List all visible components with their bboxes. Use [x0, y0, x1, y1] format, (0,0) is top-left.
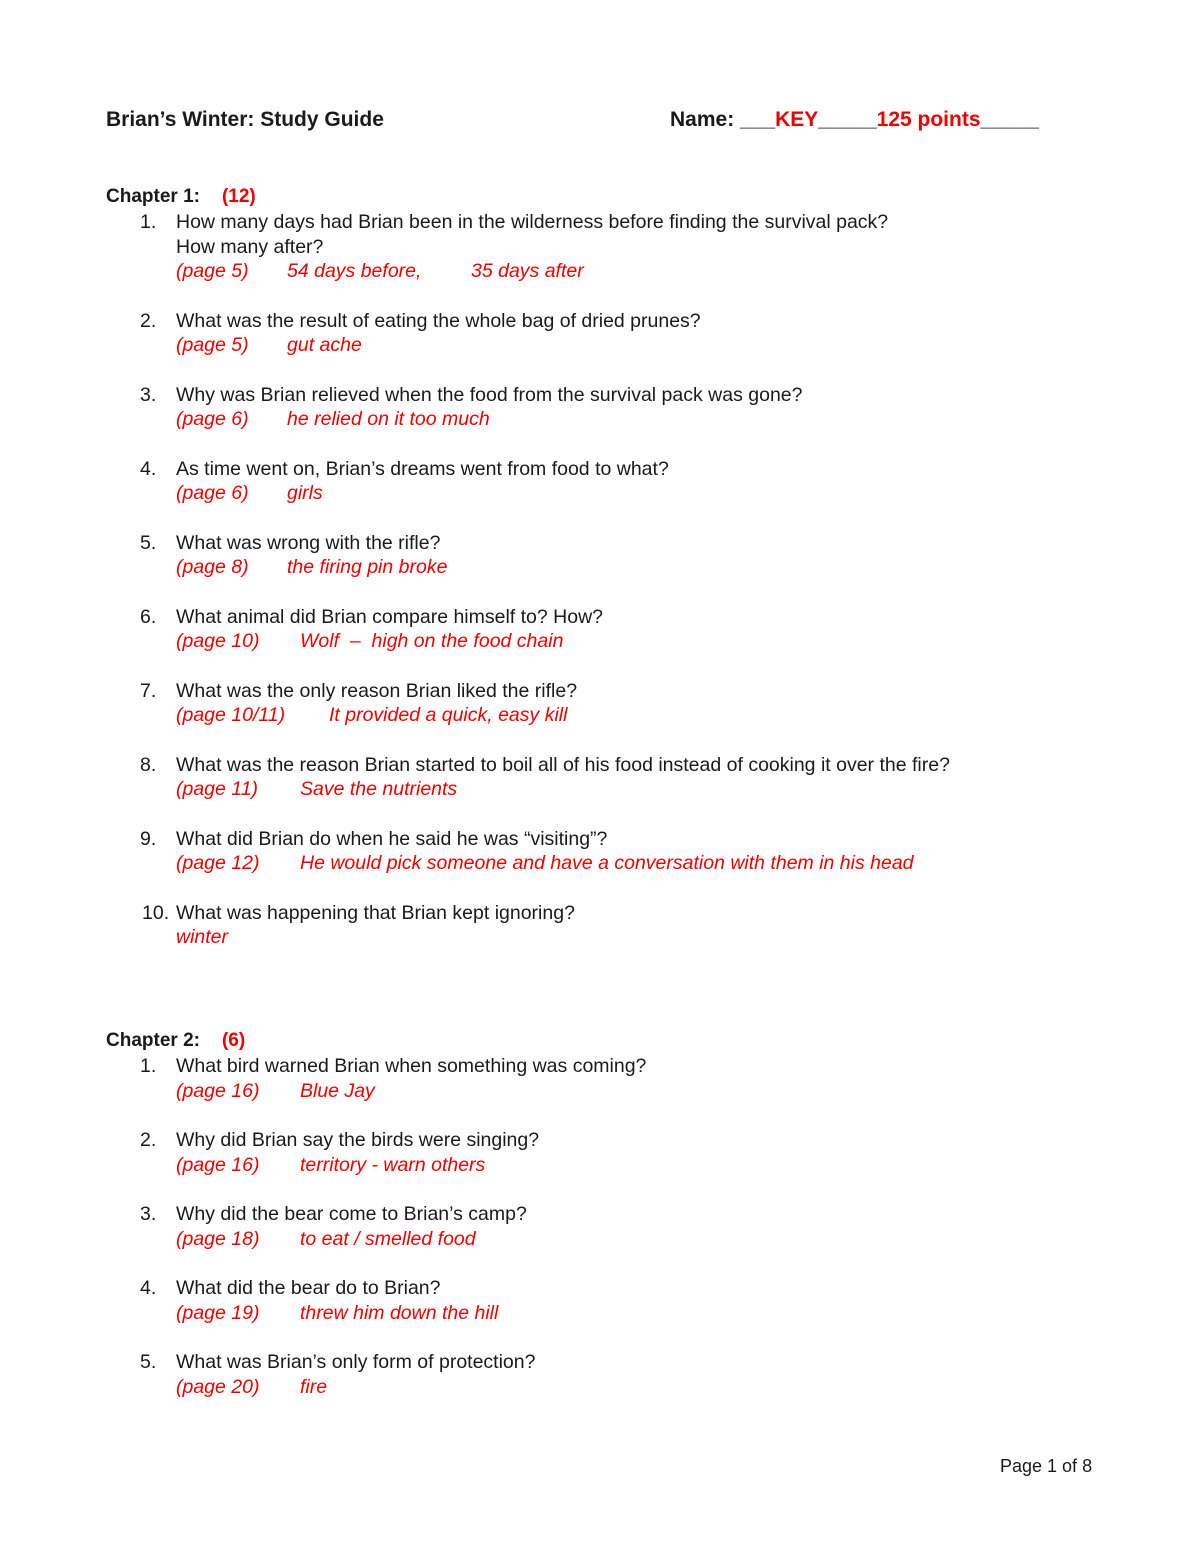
question-item: [106, 827, 1106, 876]
page-number: Page 1 of 8: [1000, 1456, 1093, 1476]
question-text: How many days had Brian been in the wilderness before finding the survival pack?: [176, 211, 889, 233]
question-number: 3.: [140, 1203, 157, 1225]
page-reference: (page 10/11): [176, 704, 286, 726]
question-item: [106, 531, 1106, 580]
answer-line: [176, 1079, 1106, 1104]
answer-line: [176, 407, 1106, 432]
question-number: 3.: [140, 383, 157, 406]
question-text: What was happening that Brian kept ignoring?: [176, 901, 575, 924]
answer-text: he relied on it too much: [287, 408, 490, 430]
chapter-label: Chapter 1:: [106, 186, 200, 207]
question-text: Why did the bear come to Brian’s camp?: [176, 1203, 527, 1225]
page-reference: (page 20): [176, 1375, 260, 1398]
page-reference: (page 16): [176, 1079, 260, 1102]
question-number: 8.: [140, 753, 157, 776]
chapter-heading: [106, 1028, 1106, 1054]
answer-line: [176, 481, 1106, 506]
question-text-continued: How many after?: [176, 235, 324, 258]
page-reference: (page 8): [176, 556, 249, 578]
question-number: 9.: [140, 827, 157, 850]
answer-text: It provided a quick, easy kill: [329, 704, 568, 726]
answer-text: fire: [300, 1375, 328, 1398]
page-reference: (page 19): [176, 1301, 260, 1324]
answer-text: the firing pin broke: [287, 556, 448, 578]
question-text: What animal did Brian compare himself to? How?: [176, 605, 604, 628]
page-reference: (page 5): [176, 260, 249, 282]
chapter-1-section: [106, 184, 1106, 950]
chapter-points: (12): [221, 186, 256, 207]
answer-text: girls: [287, 482, 323, 504]
question-text: What was the result of eating the whole bag of dried prunes?: [176, 309, 701, 332]
question-number: 2.: [140, 1129, 157, 1151]
answer-text: Blue Jay: [300, 1079, 375, 1102]
question-number: 1.: [140, 1055, 157, 1077]
answer-line: [176, 333, 1106, 358]
question-text: What did the bear do to Brian?: [176, 1277, 441, 1299]
answer-text: winter: [176, 926, 229, 948]
page-reference: (page 6): [176, 482, 249, 504]
page-reference: (page 10): [176, 630, 260, 652]
document-header: [0, 108, 1200, 138]
question-number: 5.: [140, 531, 157, 554]
question-number: 1.: [140, 211, 157, 233]
page-reference: (page 16): [176, 1153, 260, 1176]
question-item: [106, 605, 1106, 654]
answer-text: to eat / smelled food: [300, 1227, 476, 1250]
question-number: 4.: [140, 457, 157, 480]
question-number: 10.: [142, 901, 170, 924]
page-title: Brian’s Winter: Study Guide: [106, 108, 384, 131]
answer-line: [176, 1227, 1106, 1252]
question-text: What did Brian do when he said he was “visiting”?: [176, 827, 608, 850]
answer-line: [176, 259, 1106, 284]
answer-text: He would pick someone and have a conversation with them in his head: [300, 852, 914, 874]
question-text: As time went on, Brian’s dreams went from food to what?: [176, 457, 669, 480]
page-reference: (page 18): [176, 1227, 260, 1250]
question-item: [106, 383, 1106, 432]
name-field: [670, 108, 1039, 132]
question-item: [106, 1128, 1106, 1177]
question-item: [106, 457, 1106, 506]
answer-text: territory - warn others: [300, 1153, 486, 1176]
question-number: 6.: [140, 605, 157, 628]
question-text: What bird warned Brian when something was coming?: [176, 1055, 647, 1077]
question-item: [106, 210, 1106, 284]
key-label: KEY: [775, 108, 819, 131]
chapter-heading: [106, 184, 1106, 210]
answer-text: gut ache: [287, 334, 362, 356]
page-reference: (page 11): [176, 778, 259, 800]
page-reference: (page 5): [176, 334, 249, 356]
question-number: 4.: [140, 1277, 157, 1299]
name-separator: _____: [818, 108, 877, 131]
answer-line: [176, 1301, 1106, 1326]
question-item: [106, 679, 1106, 728]
answer-line: [176, 629, 1106, 654]
answer-line: [176, 555, 1106, 580]
total-points: 125 points: [876, 108, 981, 131]
question-item: [106, 1276, 1106, 1325]
answer-line: [176, 703, 1106, 728]
chapter-points: (6): [221, 1030, 246, 1051]
answer-text-secondary: 35 days after: [471, 260, 584, 282]
answer-line: [176, 925, 1106, 950]
question-item: [106, 753, 1106, 802]
question-item: [106, 901, 1106, 950]
question-text: What was the only reason Brian liked the rifle?: [176, 679, 578, 702]
answer-line: [176, 777, 1106, 802]
question-text: What was the reason Brian started to boil all of his food instead of cooking it over the fire?: [176, 753, 950, 776]
name-label: Name: ___: [670, 108, 776, 131]
answer-text: threw him down the hill: [300, 1301, 499, 1324]
chapter-2-section: [106, 1028, 1106, 1399]
question-item: [106, 1054, 1106, 1103]
answer-text: 54 days before,: [287, 260, 422, 282]
question-item: [106, 1350, 1106, 1399]
question-text: What was wrong with the rifle?: [176, 531, 441, 554]
question-item: [106, 309, 1106, 358]
answer-text: Save the nutrients: [300, 778, 458, 800]
question-text: What was Brian’s only form of protection?: [176, 1351, 536, 1373]
question-text: Why was Brian relieved when the food from the survival pack was gone?: [176, 383, 803, 406]
answer-text: Wolf – high on the food chain: [300, 630, 564, 652]
name-trail: _____: [980, 108, 1039, 131]
question-number: 7.: [140, 679, 157, 702]
question-number: 2.: [140, 309, 157, 332]
answer-line: [176, 851, 1106, 876]
chapter-label: Chapter 2:: [106, 1030, 200, 1051]
page-reference: (page 12): [176, 852, 260, 874]
answer-line: [176, 1153, 1106, 1178]
page-reference: (page 6): [176, 408, 249, 430]
answer-line: [176, 1375, 1106, 1400]
question-item: [106, 1202, 1106, 1251]
question-text: Why did Brian say the birds were singing?: [176, 1129, 540, 1151]
question-number: 5.: [140, 1351, 157, 1373]
